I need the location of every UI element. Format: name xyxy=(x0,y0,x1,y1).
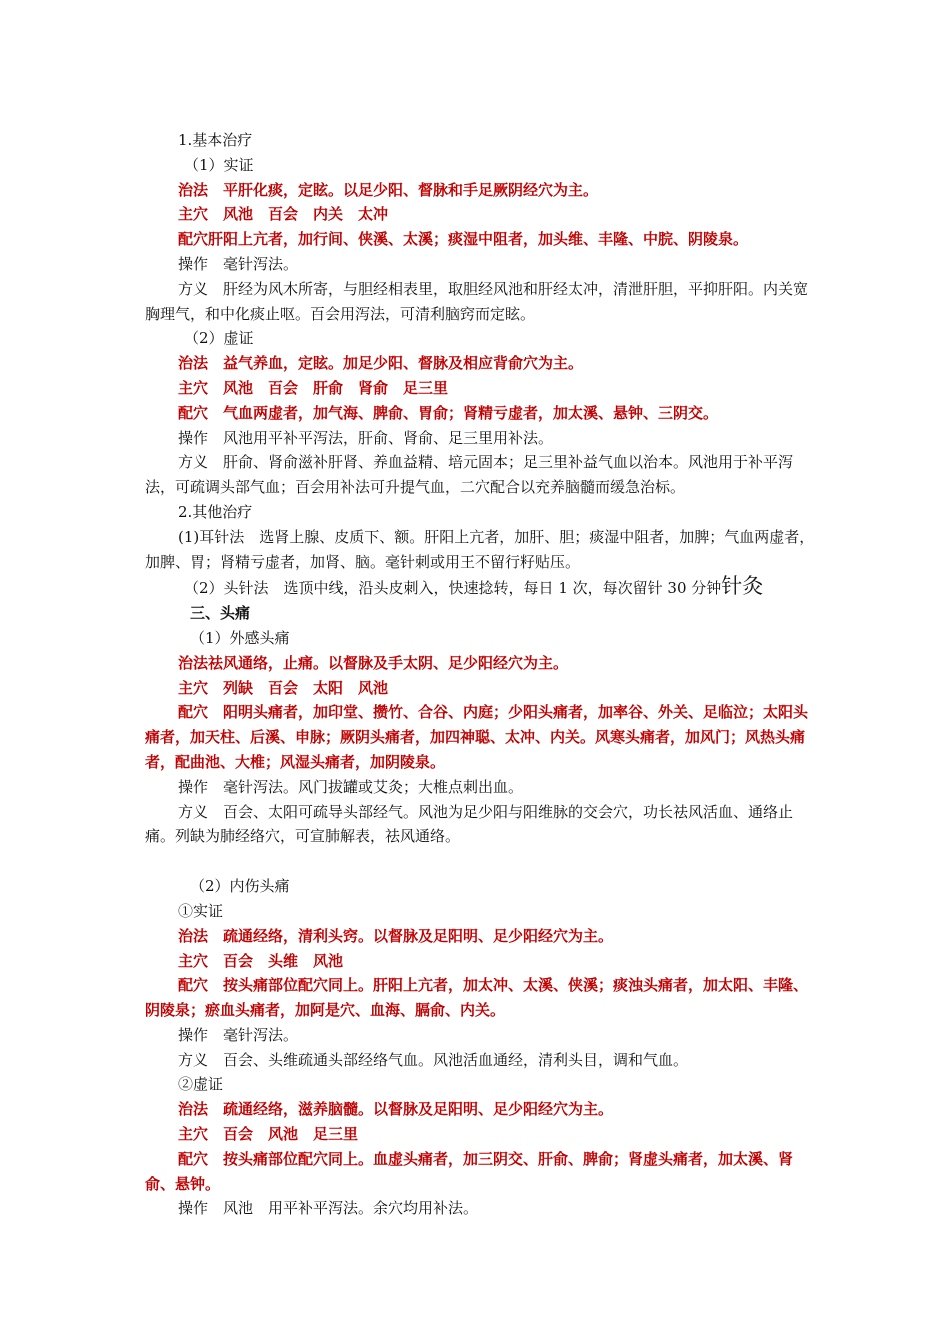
zhifa-line: 治法 平肝化痰，定眩。以足少阳、督脉和手足厥阴经穴为主。 xyxy=(178,180,599,199)
fangyi-paragraph: 方义 肝俞、肾俞滋补肝肾、养血益精、培元固本；足三里补益气血以治本。风池用于补平泻法，可疏调头部气血；百会用补法可升提气血，二穴配合以充养脑髓而缓急治标。 xyxy=(145,453,794,497)
caozuo-line: 操作 风池 用平补平泻法。余穴均用补法。 xyxy=(178,1199,479,1218)
caozuo-line: 操作 毫针泻法。 xyxy=(178,254,299,273)
subsection-neishang-shizheng-label: ①实证 xyxy=(178,901,224,920)
peixue-paragraph: 配穴 按头痛部位配穴同上。肝阳上亢者，加太冲、太溪、侠溪；痰浊头痛者，加太阳、丰隆、阴陵泉；瘀血头痛者，加阿是穴、血海、膈俞、内关。 xyxy=(145,976,809,1020)
peixue-paragraph: 配穴 阳明头痛者，加印堂、攒竹、合谷、内庭；少阳头痛者，加率谷、外关、足临泣；太阳头痛者，加天柱、后溪、申脉；厥阴头痛者，加四神聪、太冲、内关。风寒头痛者，加风门；风热头痛者，配曲池、大椎；风湿头痛者，加阴陵泉。 xyxy=(145,703,809,771)
subsection-waigan-label: （1）外感头痛 xyxy=(190,628,290,647)
caozuo-line: 操作 毫针泻法。风门拔罐或艾灸；大椎点刺出血。 xyxy=(178,777,524,796)
peixue-line: 配穴肝阳上亢者，加行间、侠溪、太溪；痰湿中阻者，加头维、丰隆、中脘、阴陵泉。 xyxy=(178,230,749,249)
zhifa-line: 治法 疏通经络，滋养脑髓。以督脉及足阳明、足少阳经穴为主。 xyxy=(178,1100,614,1119)
touzhen-tail: 针灸 xyxy=(721,574,764,599)
subsection-xuzheng-label: （2）虚证 xyxy=(184,329,254,348)
subsection-shizheng-label: （1）实证 xyxy=(184,155,254,174)
peixue-line: 配穴 气血两虚者，加气海、脾俞、胃俞；肾精亏虚者，加太溪、悬钟、三阴交。 xyxy=(178,403,719,422)
caozuo-line: 操作 毫针泻法。 xyxy=(178,1025,299,1044)
zhifa-line: 治法 疏通经络，清利头窍。以督脉及足阳明、足少阳经穴为主。 xyxy=(178,926,614,945)
spacer xyxy=(145,849,815,874)
zhuxue-line: 主穴 百会 头维 风池 xyxy=(178,951,344,970)
section-title-other-treatment: 2.其他治疗 xyxy=(178,502,253,521)
zhuxue-line: 主穴 风池 百会 肝俞 肾俞 足三里 xyxy=(178,378,449,397)
zhuxue-line: 主穴 百会 风池 足三里 xyxy=(178,1125,359,1144)
zhuxue-line: 主穴 风池 百会 内关 太冲 xyxy=(178,205,389,224)
touzhen-line xyxy=(145,574,815,601)
subsection-neishang-xuzheng-label: ②虚证 xyxy=(178,1075,224,1094)
subsection-neishang-label: （2）内伤头痛 xyxy=(190,877,290,896)
zhuxue-line: 主穴 列缺 百会 太阳 风池 xyxy=(178,678,389,697)
erzhen-paragraph: (1)耳针法 选肾上腺、皮质下、额。肝阳上亢者，加肝、胆；痰湿中阻者，加脾；气血两虚者，加脾、胃；肾精亏虚者，加肾、脑。毫针刺或用王不留行籽贴压。 xyxy=(145,527,815,571)
zhifa-line: 治法 益气养血，定眩。加足少阳、督脉及相应背俞穴为主。 xyxy=(178,354,584,373)
section-title-basic-treatment: 1.基本治疗 xyxy=(178,131,253,149)
document-body xyxy=(145,128,815,1221)
section-title-headache: 三、头痛 xyxy=(190,604,251,623)
touzhen-text: （2）头针法 选顶中线，沿头皮刺入，快速捻转，每日 1 次，每次留针 30 分钟 xyxy=(184,579,722,598)
peixue-paragraph: 配穴 按头痛部位配穴同上。血虚头痛者，加三阴交、肝俞、脾俞；肾虚头痛者，加太溪、肾俞、悬钟。 xyxy=(145,1149,794,1193)
fangyi-line: 方义 百会、头维疏通头部经络气血。风池活血通经，清利头目，调和气血。 xyxy=(178,1050,689,1069)
fangyi-paragraph: 方义 百会、太阳可疏导头部经气。风池为足少阳与阳维脉的交会穴，功长祛风活血、通络止痛。列缺为肺经络穴，可宣肺解表，祛风通络。 xyxy=(145,802,794,846)
zhifa-line: 治法祛风通络，止痛。以督脉及手太阴、足少阳经穴为主。 xyxy=(178,653,569,672)
caozuo-line: 操作 风池用平补平泻法，肝俞、肾俞、足三里用补法。 xyxy=(178,428,554,447)
fangyi-paragraph: 方义 肝经为风木所寄，与胆经相表里，取胆经风池和肝经太冲，清泄肝胆，平抑肝阳。内关宽胸理气，和中化痰止呕。百会用泻法，可清利脑窍而定眩。 xyxy=(145,279,809,323)
